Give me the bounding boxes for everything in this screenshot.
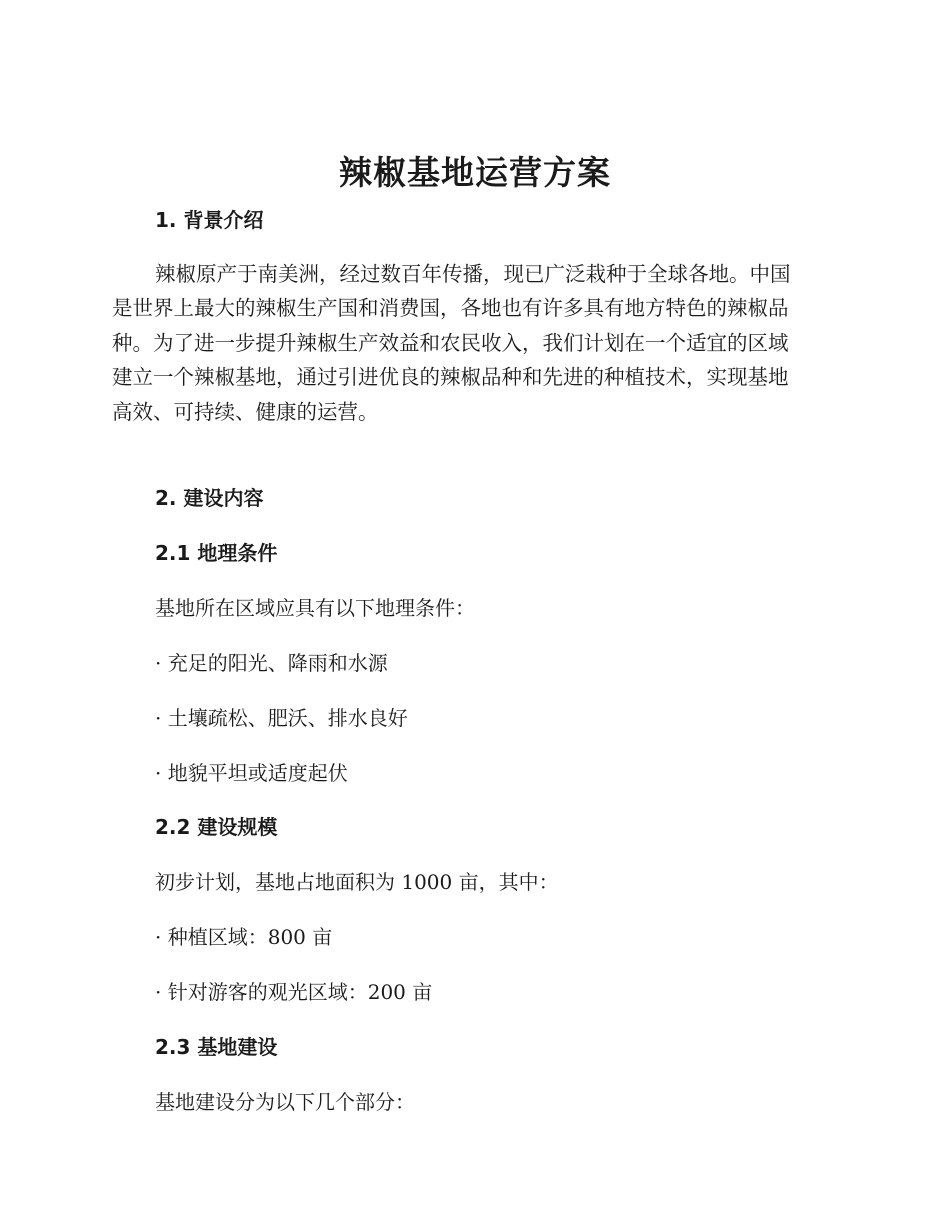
paragraph-line: 建立一个辣椒基地，通过引进优良的辣椒品种和先进的种植技术，实现基地 — [112, 365, 789, 390]
heading-construction: 2. 建设内容 — [155, 486, 264, 510]
document-title: 辣椒基地运营方案 — [339, 153, 611, 192]
paragraph-line: 种。为了进一步提升辣椒生产效益和农民收入，我们计划在一个适宜的区域 — [112, 330, 789, 355]
list-item: · 种植区域：800 亩 — [155, 925, 333, 949]
heading-geography: 2.1 地理条件 — [155, 541, 278, 565]
list-item: · 地貌平坦或适度起伏 — [155, 761, 348, 785]
list-item: · 针对游客的观光区域：200 亩 — [155, 980, 433, 1004]
paragraph-line: 辣椒原产于南美洲，经过数百年传播，现已广泛栽种于全球各地。中国 — [155, 262, 791, 286]
list-item: · 土壤疏松、肥沃、排水良好 — [155, 706, 408, 730]
heading-base: 2.3 基地建设 — [155, 1035, 278, 1059]
scale-intro: 初步计划，基地占地面积为 1000 亩，其中： — [155, 870, 559, 894]
paragraph-line: 高效、可持续、健康的运营。 — [112, 399, 379, 424]
heading-scale: 2.2 建设规模 — [155, 815, 278, 839]
heading-background: 1. 背景介绍 — [155, 208, 264, 232]
paragraph-background — [112, 257, 832, 429]
geography-intro: 基地所在区域应具有以下地理条件： — [155, 596, 475, 620]
list-item: · 充足的阳光、降雨和水源 — [155, 651, 388, 675]
base-intro: 基地建设分为以下几个部分： — [155, 1090, 415, 1114]
paragraph-line: 是世界上最大的辣椒生产国和消费国，各地也有许多具有地方特色的辣椒品 — [112, 296, 789, 321]
